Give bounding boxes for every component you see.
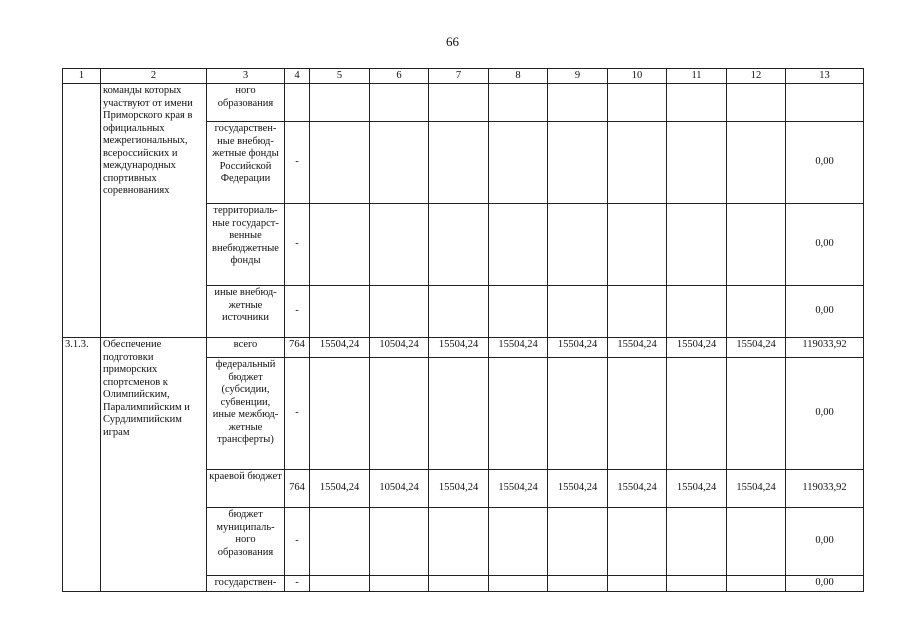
cell-total: 119033,92	[786, 338, 864, 358]
budget-table	[62, 68, 864, 592]
funding-source: федеральный бюджет (субсидии, субвенции, иные межбюд-жетные трансферты)	[207, 358, 285, 470]
cell-year: 15504,24	[667, 338, 727, 358]
col-header: 2	[101, 69, 207, 84]
col-header: 8	[489, 69, 548, 84]
cell-year: 15504,24	[310, 470, 370, 508]
row-code: 3.1.3.	[63, 338, 101, 592]
cell-year: 15504,24	[727, 470, 786, 508]
cell-year: 15504,24	[429, 470, 489, 508]
cell-total: 0,00	[786, 204, 864, 286]
page-number: 66	[446, 34, 459, 49]
cell-total	[786, 84, 864, 122]
cell-col4: -	[285, 286, 310, 338]
cell-col4	[285, 84, 310, 122]
col-header: 4	[285, 69, 310, 84]
col-header: 3	[207, 69, 285, 84]
funding-source: государствен-	[207, 576, 285, 592]
col-header: 5	[310, 69, 370, 84]
cell-year: 15504,24	[489, 338, 548, 358]
cell-year: 15504,24	[608, 338, 667, 358]
cell-year: 10504,24	[370, 470, 429, 508]
cell-col4: -	[285, 204, 310, 286]
table-row	[63, 338, 864, 358]
funding-source: иные внебюд-жетные источники	[207, 286, 285, 338]
cell-total: 0,00	[786, 286, 864, 338]
funding-source: всего	[207, 338, 285, 358]
row-description: команды которых участвуют от имени Приморского края в официальных межрегиональных, всероссийских и международных спортивных соревнованиях	[101, 84, 207, 338]
cell-col4: -	[285, 122, 310, 204]
cell-year: 15504,24	[727, 338, 786, 358]
cell-col4: -	[285, 358, 310, 470]
col-header: 10	[608, 69, 667, 84]
cell-year: 15504,24	[310, 338, 370, 358]
funding-source: бюджет муниципаль-ного образования	[207, 508, 285, 576]
cell-col4: -	[285, 576, 310, 592]
col-header: 9	[548, 69, 608, 84]
funding-source: краевой бюджет	[207, 470, 285, 508]
table-row	[63, 84, 864, 122]
cell-col4: -	[285, 508, 310, 576]
col-header: 13	[786, 69, 864, 84]
cell-total: 119033,92	[786, 470, 864, 508]
cell-total: 0,00	[786, 122, 864, 204]
cell-total: 0,00	[786, 508, 864, 576]
cell-year: 15504,24	[667, 470, 727, 508]
cell-year: 15504,24	[429, 338, 489, 358]
cell-year: 15504,24	[548, 338, 608, 358]
cell-year: 10504,24	[370, 338, 429, 358]
funding-source: территориаль-ные государст-венные внебюджетные фонды	[207, 204, 285, 286]
funding-source: ного образования	[207, 84, 285, 122]
col-header: 6	[370, 69, 429, 84]
cell-col4: 764	[285, 338, 310, 358]
cell-col4: 764	[285, 470, 310, 508]
cell-year: 15504,24	[608, 470, 667, 508]
cell-total: 0,00	[786, 358, 864, 470]
col-header: 1	[63, 69, 101, 84]
col-header: 7	[429, 69, 489, 84]
row-code	[63, 84, 101, 338]
cell-year: 15504,24	[489, 470, 548, 508]
col-header: 12	[727, 69, 786, 84]
header-row	[63, 69, 864, 84]
col-header: 11	[667, 69, 727, 84]
cell-total: 0,00	[786, 576, 864, 592]
cell-year: 15504,24	[548, 470, 608, 508]
funding-source: государствен-ные внебюд-жетные фонды Российской Федерации	[207, 122, 285, 204]
row-description: Обеспечение подготовки приморских спортсменов к Олимпийским, Паралимпийским и Сурдлимпийским играм	[101, 338, 207, 592]
